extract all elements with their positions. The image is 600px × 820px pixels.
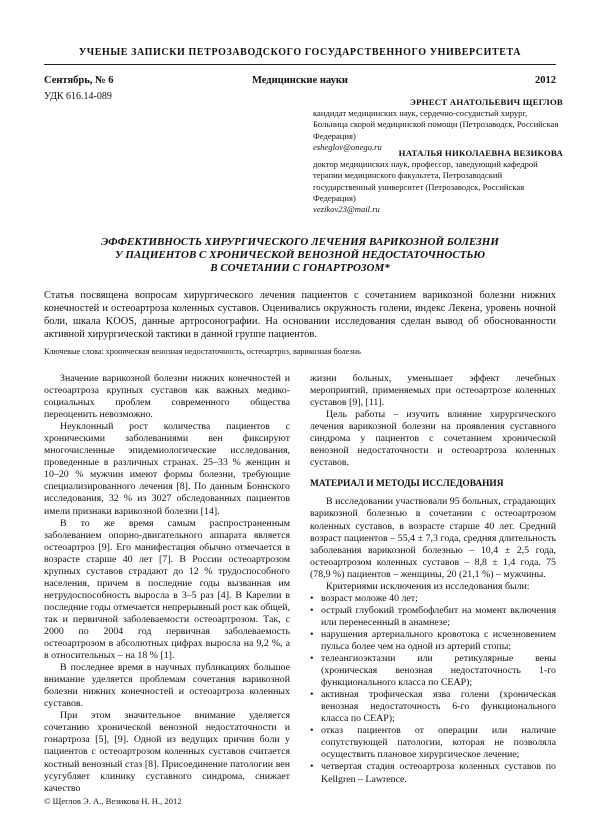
author-affiliation: доктор медицинских наук, профессор, заведующий кафедрой терапии медицинского факультета, Петрозаводский государственный университет (Петрозаводск, Российская Федерация) bbox=[313, 159, 538, 203]
paragraph: жизни больных, уменьшает эффект лечебных мероприятий, применяемых при остеоартрозе коленных суставов [9], [11]. bbox=[310, 373, 556, 409]
issue-date: Сентябрь, № 6 bbox=[44, 75, 114, 86]
author-email[interactable]: vezikov23@mail.ru bbox=[313, 204, 380, 215]
author-name: ЭРНЕСТ АНАТОЛЬЕВИЧ ЩЕГЛОВ bbox=[409, 97, 563, 107]
bullet-icon: • bbox=[310, 725, 314, 737]
article-title bbox=[60, 236, 540, 275]
bullet-icon: • bbox=[310, 628, 314, 640]
list-item: • четвертая стадия остеоартроза коленных суставов по Kellgren – Lawrence. bbox=[310, 761, 556, 785]
author-block-1 bbox=[313, 97, 563, 153]
right-column bbox=[310, 373, 556, 786]
bullet-icon: • bbox=[310, 761, 314, 773]
issue-section: Медицинские науки bbox=[252, 75, 348, 86]
title-line: У ПАЦИЕНТОВ С ХРОНИЧЕСКОЙ ВЕНОЗНОЙ НЕДОСТАТОЧНОСТЬЮ bbox=[114, 249, 486, 261]
paragraph: В исследовании участвовали 95 больных, страдающих варикозной болезнью в сочетании с остеоартрозом коленных суставов, в возрасте старше 40 лет. Средний возраст пациентов – 55,4 ± 7,3 года, средняя длительность заболевания варикозной болезнью – 10,4 ± 2,5 года, остеоартрозом коленных суставов – 8,8 ± 1,4 года. 75 (78,9 %) пациентов – женщины, 20 (21,1 %) – мужчины. bbox=[310, 496, 556, 580]
list-item: • активная трофическая язва голени (хроническая венозная недостаточность 6-го функционального класса по CEAP); bbox=[310, 689, 556, 725]
bullet-icon: • bbox=[310, 592, 314, 604]
copyright-notice: © Щеглов Э. А., Везикова Н. Н., 2012 bbox=[44, 796, 182, 806]
bullet-icon: • bbox=[310, 689, 314, 701]
bullet-icon: • bbox=[310, 653, 314, 665]
udc-code: УДК 616.14-089 bbox=[44, 91, 112, 102]
header-rule bbox=[44, 64, 556, 65]
list-item: • телеангиоэктазии или ретикулярные вены (хроническая венозная недостаточность 1-го функционального класса по CEAP); bbox=[310, 653, 556, 689]
author-email[interactable]: esheglov@onego.ru bbox=[313, 141, 382, 152]
abstract: Статья посвящена вопросам хирургического лечения пациентов с сочетанием варикозной болезни нижних конечностей и остеоартроза коленных суставов. Оценивались окружность голени, индекс Лекена, уровень ночной боли, шкала KOOS, данные артросонографии. На основании исследования сделан вывод об обоснованности активной хирургической тактики в данной группе пациентов. bbox=[44, 290, 556, 340]
author-name: НАТАЛЬЯ НИКОЛАЕВНА ВЕЗИКОВА bbox=[398, 148, 563, 158]
section-heading: МАТЕРИАЛ И МЕТОДЫ ИССЛЕДОВАНИЯ bbox=[310, 479, 504, 490]
keywords: Ключевые слова: хроническая венозная недостаточность, остеоартроз, варикозная болезнь bbox=[44, 347, 361, 356]
list-item: • острый глубокий тромбофлебит на момент включения или перенесенный в анамнезе; bbox=[310, 604, 556, 628]
issue-year: 2012 bbox=[535, 75, 556, 86]
title-line: В СОЧЕТАНИИ С ГОНАРТРОЗОМ* bbox=[210, 262, 390, 274]
issue-line bbox=[44, 75, 556, 89]
author-affiliation: кандидат медицинских наук, сердечно-сосудистый хирург, Больница скорой медицинской помощи (Петрозаводск, Российская Федерация) bbox=[313, 108, 559, 141]
list-item: • возраст моложе 40 лет; bbox=[310, 592, 418, 604]
paragraph: Цель работы – изучить влияние хирургического лечения варикозной болезни на проявления суставного синдрома у пациентов с сочетанием хронической венозной недостаточности и остеоартроза коленных суставов. bbox=[310, 409, 556, 469]
paragraph: Критериями исключения из исследования были: bbox=[326, 580, 530, 592]
title-line: ЭФФЕКТИВНОСТЬ ХИРУРГИЧЕСКОГО ЛЕЧЕНИЯ ВАРИКОЗНОЙ БОЛЕЗНИ bbox=[101, 236, 499, 248]
list-item: • отказ пациентов от операции или наличие сопутствующей патологии, которая не позволяла осуществить плановое хирургическое лечение; bbox=[310, 725, 556, 761]
paragraph: Неуклонный рост количества пациентов с хроническими заболеваниями вен фиксируют многочисленные эпидемиологические исследования, проведенные в различных странах. 25–33 % женщин и 10–20 % мужчин имеют формы болезни, требующие специализированного лечения [8]. По данным Боннского исследования, 32 % из 3027 обследованных пациентов имели признаки варикозной болезни [14]. bbox=[44, 421, 290, 517]
paragraph: При этом значительное внимание уделяется сочетанию хронической венозной недостаточности и гонартроза [5], [9]. Одной из ведущих причин боли у пациентов с остеоартрозом коленных суставов считается костный венозный стаз [8]. Присоединение патологии вен усугубляет клинику суставного синдрома, снижает качество bbox=[44, 710, 290, 794]
left-column bbox=[44, 373, 290, 795]
paragraph: Значение варикозной болезни нижних конечностей и остеоартроза крупных суставов как важных медико-социальных проблем современного общества переоценить невозможно. bbox=[44, 373, 290, 421]
paragraph: В последнее время в научных публикациях большое внимание уделяется проблемам сочетания варикозной болезни нижних конечностей и остеоартроза коленных суставов. bbox=[44, 662, 290, 710]
exclusion-criteria-list bbox=[310, 593, 556, 786]
paragraph: В то же время самым распространенным заболеванием опорно-двигательного аппарата является остеоартроз [9]. Его манифестация обычно отмечается в возрасте старше 40 лет [7]. В России остеоартрозом крупных суставов страдают до 12 % трудоспособного населения, причем в последние годы вызванная им нетрудоспособность выросла в 3–5 раз [4]. В Карелии в последние годы отмечается непрерывный рост как общей, так и первичной заболеваемости остеоартрозом. Так, с 2000 по 2004 год первичная заболеваемость остеоартрозом в абсолютных цифрах выросла на 9,2 %, а в относительных – на 18 % [1]. bbox=[44, 517, 290, 662]
journal-header: УЧЕНЫЕ ЗАПИСКИ ПЕТРОЗАВОДСКОГО ГОСУДАРСТВЕННОГО УНИВЕРСИТЕТА bbox=[78, 47, 522, 58]
list-item: • нарушения артериального кровотока с исчезновением пульса более чем на одной из артерий стопы; bbox=[310, 628, 556, 652]
author-block-2 bbox=[313, 148, 563, 215]
bullet-icon: • bbox=[310, 604, 314, 616]
